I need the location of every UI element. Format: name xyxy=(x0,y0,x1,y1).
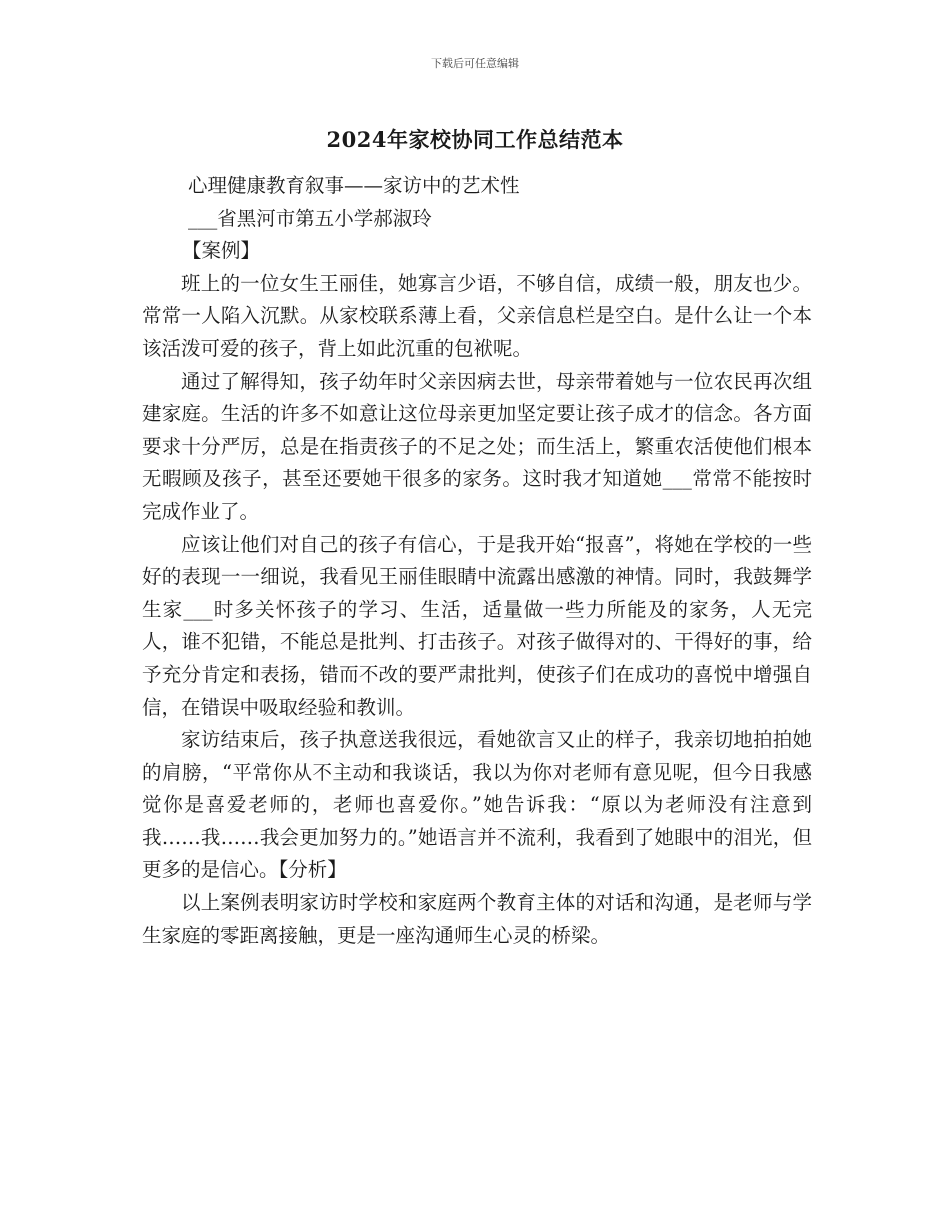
paragraph: 以上案例表明家访时学校和家庭两个教育主体的对话和沟通，是老师与学生家庭的零距离接触，更是一座沟通师生心灵的桥梁。 xyxy=(142,891,812,947)
case-heading: 【案例】 xyxy=(182,239,261,263)
author-line: ___省黑河市第五小学郝淑玲 xyxy=(188,206,432,230)
paragraph: 通过了解得知，孩子幼年时父亲因病去世，母亲带着她与一位农民再次组建家庭。生活的许多不如意让这位母亲更加坚定要让孩子成才的信念。各方面要求十分严厉，总是在指责孩子的不足之处；而生活上，繁重农活使他们根本无暇顾及孩子，甚至还要她干很多的家务。这时我才知道她___常常不能按时完成作业了。 xyxy=(142,369,812,523)
document-body xyxy=(142,170,812,952)
paragraph: 家访结束后，孩子执意送我很远，看她欲言又止的样子，我亲切地拍拍她的肩膀，“平常你从不主动和我谈话，我以为你对老师有意见呢，但今日我感觉你是喜爱老师的，老师也喜爱你。”她告诉我：“原以为老师没有注意到我……我……我会更加努力的。”她语言并不流利，我看到了她眼中的泪光，但更多的是信心。【分析】 xyxy=(142,728,812,882)
paragraph: 班上的一位女生王丽佳，她寡言少语，不够自信，成绩一般，朋友也少。常常一人陷入沉默。从家校联系薄上看，父亲信息栏是空白。是什么让一个本该活泼可爱的孩子，背上如此沉重的包袱呢。 xyxy=(142,271,812,360)
document-title: 2024年家校协同工作总结范本 xyxy=(326,127,624,152)
subtitle: 心理健康教育叙事——家访中的艺术性 xyxy=(188,174,520,197)
paragraph: 应该让他们对自己的孩子有信心，于是我开始“报喜”，将她在学校的一些好的表现一一细说，我看见王丽佳眼睛中流露出感激的神情。同时，我鼓舞学生家___时多关怀孩子的学习、生活，适量做一些力所能及的家务，人无完人，谁不犯错，不能总是批判、打击孩子。对孩子做得对的、干得好的事，给予充分肯定和表扬，错而不改的要严肃批判，使孩子们在成功的喜悦中增强自信，在错误中吸取经验和教训。 xyxy=(142,532,812,719)
header-note: 下载后可任意编辑 xyxy=(431,57,519,70)
